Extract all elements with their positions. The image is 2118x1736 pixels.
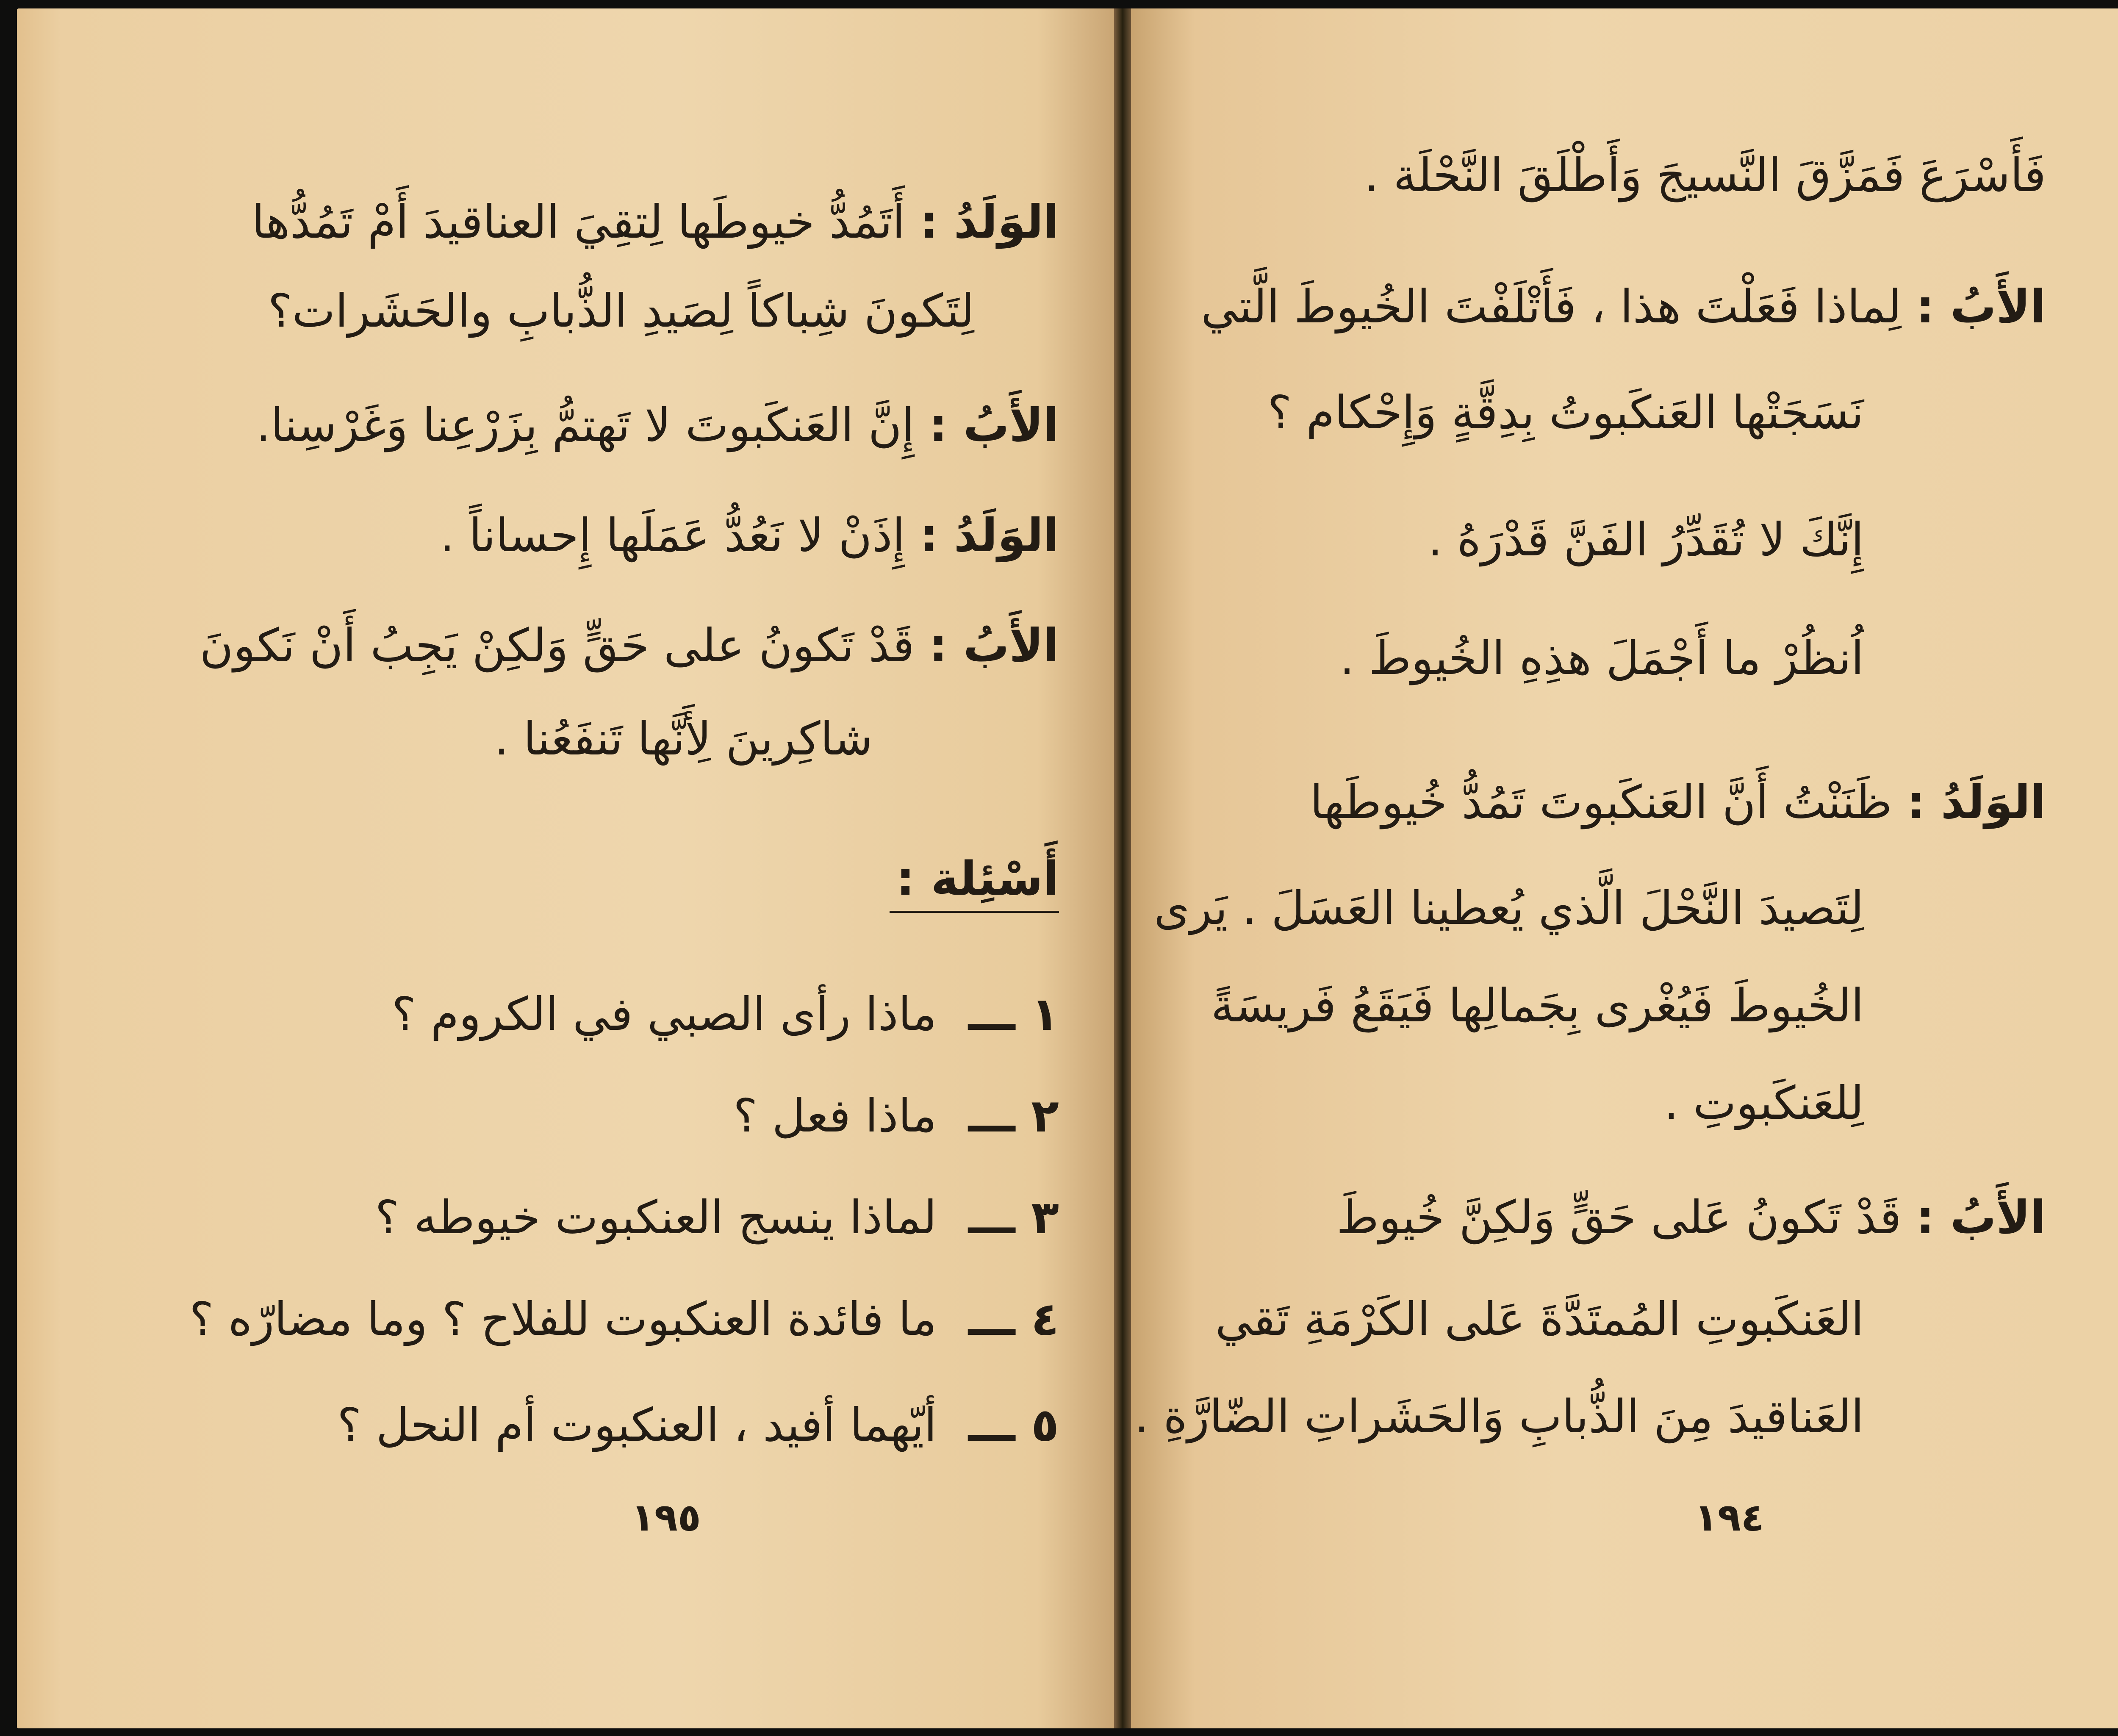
question-item [127,1186,1059,1250]
dialogue-text: إِذَنْ لا نَعُدُّ عَمَلَها إِحساناً . [440,509,905,562]
dialogue-line [1178,771,2046,835]
question-text: ماذا رأى الصبي في الكروم ؟ [391,988,937,1041]
questions-heading: أَسْئِلة : [896,851,1059,906]
speaker-label: الوَلَدُ : [1906,776,2046,829]
question-item [127,1394,1059,1457]
dialogue-line [127,191,1059,254]
dialogue-line [1186,627,1864,691]
dialogue-text: لِتَصيدَ النَّحْلَ الَّذي يُعطينا العَسَلَ . يَرى [1153,882,1864,935]
book-spine [1114,8,1131,1728]
dialogue-text: قَدْ تَكونُ على حَقٍّ وَلكِنْ يَجِبُ أَنْ نَكونَ [200,619,915,672]
speaker-label: الوَلَدُ : [919,509,1059,562]
question-number: ١ ـــ [968,988,1059,1041]
dialogue-line [1199,144,2046,208]
dialogue-text: العَنكَبوتِ المُمتَدَّةَ عَلى الكَرْمَةِ تَقي [1215,1293,1864,1346]
speaker-label: الوَلَدُ : [919,196,1059,249]
dialogue-text: ظَنَنْتُ أَنَّ العَنكَبوتَ تَمُدُّ خُيوطَها [1310,776,1892,829]
question-text: ما فائدة العنكبوت للفلاح ؟ وما مضارّه ؟ [189,1293,937,1346]
dialogue-text: الخُيوطَ فَيُغْرى بِجَمالِها فَيَقَعُ فَريسَةً [1211,979,1864,1032]
dialogue-text: قَدْ تَكونُ عَلى حَقٍّ وَلكِنَّ خُيوطَ [1336,1191,1902,1244]
speaker-label: الأَبُ : [929,619,1059,672]
dialogue-text: اُنظُرْ ما أَجْمَلَ هذِهِ الخُيوطَ . [1339,632,1864,685]
dialogue-line [110,707,873,771]
question-number: ٢ ـــ [968,1090,1059,1143]
question-item [127,1288,1059,1351]
speaker-label: الأَبُ : [1916,1191,2046,1244]
dialogue-text: أَتَمُدُّ خيوطَها لِتقِيَ العناقيدَ أَمْ تَمُدُّها [252,196,905,249]
dialogue-line [1186,508,1864,572]
question-item [127,983,1059,1046]
dialogue-line [1134,1385,1864,1449]
dialogue-text: إِنَّ العَنكَبوتَ لا تَهتمُّ بِزَرْعِنا وَغَرْسِنا. [256,399,915,452]
question-number: ٤ ـــ [968,1293,1059,1346]
dialogue-text: شاكِرينَ لِأَنَّها تَنفَعُنا . [494,713,873,765]
page-number: ١٩٤ [1694,1495,1764,1540]
dialogue-text: لِتَكونَ شِباكاً لِصَيدِ الذُّبابِ والحَشَرات؟ [268,285,974,338]
left-page [17,8,1114,1728]
question-number: ٣ ـــ [968,1191,1059,1244]
dialogue-text: إِنَّكَ لا تُقَدِّرُ الفَنَّ قَدْرَهُ . [1428,513,1864,566]
page-number: ١٩٥ [631,1495,701,1540]
heading-underline [890,911,1059,913]
question-text: لماذا ينسج العنكبوت خيوطه ؟ [375,1191,937,1244]
dialogue-text: نَسَجَتْها العَنكَبوتُ بِدِقَّةٍ وَإِحْكام ؟ [1267,386,1864,439]
dialogue-text: لِلعَنكَبوتِ . [1664,1077,1864,1130]
speaker-label: الأَبُ : [929,399,1059,452]
dialogue-line [127,394,1059,458]
dialogue-line [1153,877,1864,940]
dialogue-line [1186,381,1864,445]
dialogue-line [1178,1186,2046,1250]
dialogue-text: فَأَسْرَعَ فَمَزَّقَ النَّسيجَ وَأَطْلَقَ النَّحْلَة . [1364,149,2046,202]
question-text: ماذا فعل ؟ [733,1090,937,1143]
dialogue-line [1186,974,1864,1038]
question-number: ٥ ـــ [968,1399,1059,1452]
question-item [127,1084,1059,1148]
open-book [17,8,2118,1728]
dialogue-text: العَناقيدَ مِنَ الذُّبابِ وَالحَشَراتِ الضّارَّةِ . [1134,1390,1864,1443]
question-text: أيّهما أفيد ، العنكبوت أم النحل ؟ [337,1399,937,1452]
right-page [1131,8,2118,1728]
dialogue-line [1186,1288,1864,1351]
speaker-label: الأَبُ : [1916,280,2046,333]
dialogue-line [127,504,1059,568]
dialogue-line [127,614,1059,678]
dialogue-line [1186,1072,1864,1135]
dialogue-line [127,280,974,343]
dialogue-line [1178,275,2046,339]
dialogue-text: لِماذا فَعَلْتَ هذا ، فَأَتْلَفْتَ الخُيوطَ الَّتي [1201,280,1902,333]
